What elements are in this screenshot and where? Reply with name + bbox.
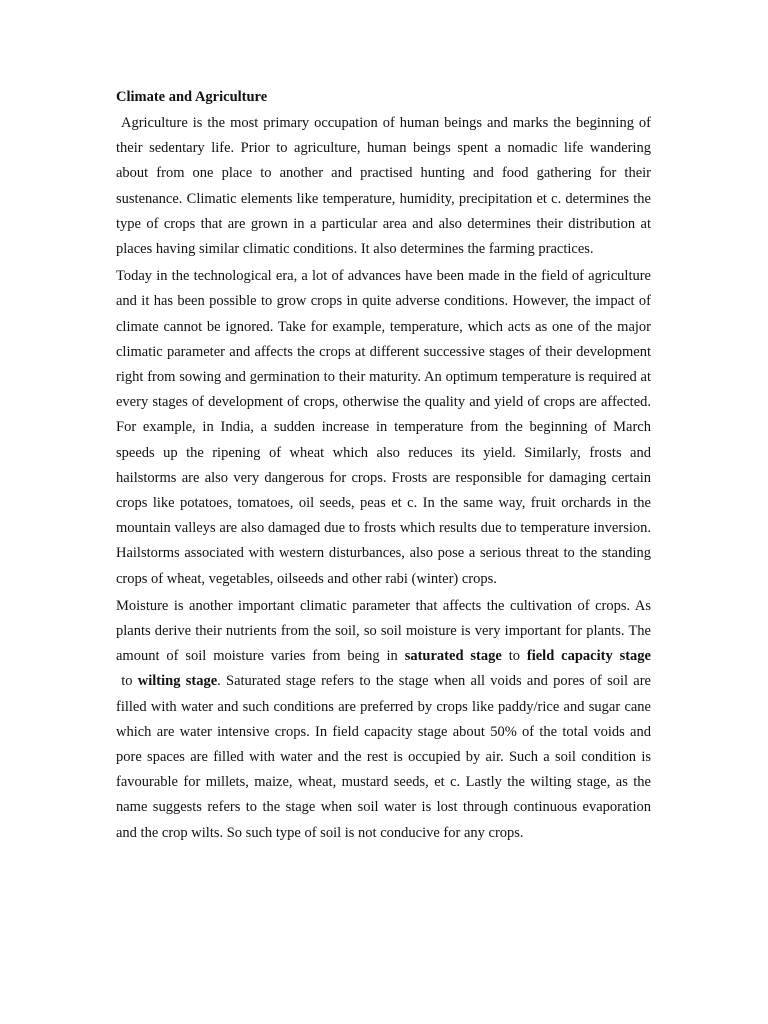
document-title: Climate and Agriculture xyxy=(116,89,268,105)
paragraph-temperature: Today in the technological era, a lot of advances have been made in the field of agriculture and it has been possible to grow crops in quite adverse conditions. However, the impact of climate cannot be ignored. Take for example, temperature, which acts as one of the major climatic parameter and affects the crops at different successive stages of their development right from sowing and germination to their maturity. An optimum temperature is required at every stages of development of crops, otherwise the quality and yield of crops are affected. For example, in India, a sudden increase in temperature from the beginning of March speeds up the ripening of wheat which also reduces its yield. Similarly, frosts and hailstorms are also very dangerous for crops. Frosts are responsible for damaging certain crops like potatoes, tomatoes, oil seeds, peas et c. In the same way, fruit orchards in the mountain valleys are also damaged due to frosts which results due to temperature inversion. Hailstorms associated with western disturbances, also pose a serious threat to the standing crops of wheat, vegetables, oilseeds and other rabi (winter) crops. xyxy=(116,268,651,587)
document-page xyxy=(116,85,655,848)
connector-to: to xyxy=(501,648,527,665)
term-wilting-stage: wilting stage xyxy=(137,673,218,690)
term-field-capacity-stage: field capacity stage xyxy=(526,648,651,665)
paragraph-agriculture-intro: Agriculture is the most primary occupation of human beings and marks the beginning of their sedentary life. Prior to agriculture, human beings spent a nomadic life wandering about from one place to another and practised hunting and food gathering for their sustenance. Climatic elements like temperature, humidity, precipitation et c. determines the type of crops that are grown in a particular area and also determines their distribution at places having similar climatic conditions. It also determines the farming practices. xyxy=(116,115,655,258)
connector-to: to xyxy=(116,673,138,690)
paragraph-moisture xyxy=(116,594,651,846)
moisture-rest-text: . Saturated stage refers to the stage when all voids and pores of soil are filled with water and such conditions are preferred by crops like paddy/rice and sugar cane which are water intensive crops. In field capacity stage about 50% of the total voids and pore spaces are filled with water and the rest is occupied by air. Such a soil condition is favourable for millets, maize, wheat, mustard seeds, et c. Lastly the wilting stage, as the name suggests refers to the stage when soil water is lost through continuous evaporation and the crop wilts. So such type of soil is not conducive for any crops. xyxy=(116,673,651,841)
moisture-intro-text: Moisture is another important climatic parameter that affects the cultivation of crops. As plants derive their nutrients from the soil, so soil moisture is very important for plants. The amount of soil moisture varies from being in xyxy=(116,597,651,665)
term-saturated-stage: saturated stage xyxy=(404,648,502,665)
